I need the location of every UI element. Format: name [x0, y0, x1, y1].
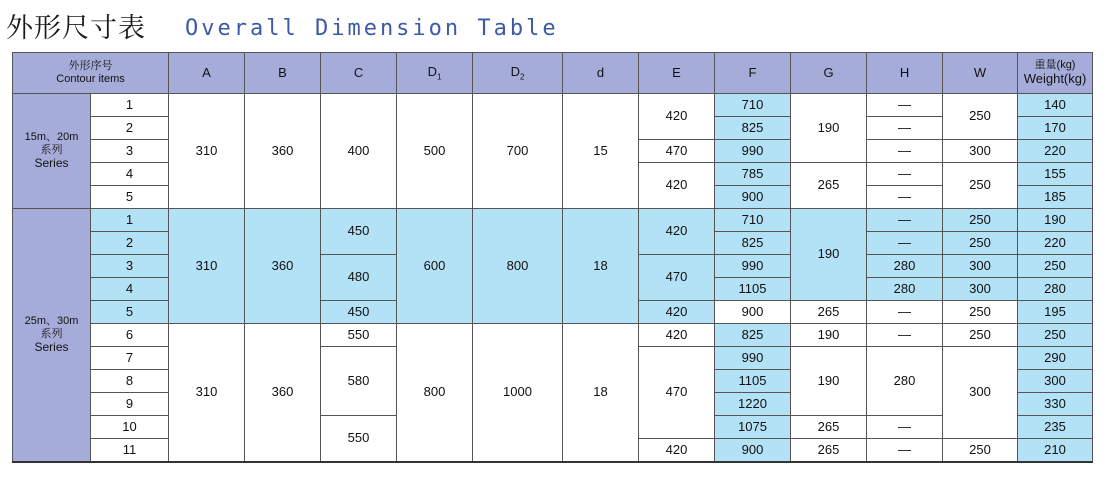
- cell-f: 1220: [715, 393, 791, 416]
- cell-w: 300: [943, 278, 1018, 301]
- cell-g: 190: [791, 94, 867, 163]
- cell-f: 710: [715, 209, 791, 232]
- cell-weight: 220: [1018, 232, 1093, 255]
- item-number: 5: [91, 186, 169, 209]
- cell-h: —: [867, 209, 943, 232]
- cell-g: 265: [791, 301, 867, 324]
- cell-f: 785: [715, 163, 791, 186]
- header-d2: [473, 53, 563, 94]
- item-number: 7: [91, 347, 169, 370]
- cell-d1: 500: [397, 94, 473, 209]
- item-number: 10: [91, 416, 169, 439]
- item-number: 3: [91, 140, 169, 163]
- series2-label: [13, 209, 91, 463]
- item-number: 5: [91, 301, 169, 324]
- cell-weight: 290: [1018, 347, 1093, 370]
- series1-label-size: 15m、20m: [24, 131, 79, 144]
- cell-weight: 155: [1018, 163, 1093, 186]
- header-d2-sub: 2: [519, 72, 525, 82]
- cell-b: 360: [245, 324, 321, 463]
- cell-g: 190: [791, 347, 867, 416]
- item-number: 4: [91, 278, 169, 301]
- cell-e: 420: [639, 209, 715, 255]
- cell-h: 280: [867, 347, 943, 416]
- cell-a: 310: [169, 209, 245, 324]
- series1-label-en: Series: [34, 155, 69, 170]
- cell-weight: 250: [1018, 255, 1093, 278]
- header-weight-en: Weight(kg): [1023, 70, 1087, 86]
- cell-f: 825: [715, 117, 791, 140]
- cell-f: 990: [715, 347, 791, 370]
- cell-h: —: [867, 94, 943, 117]
- cell-d2: 700: [473, 94, 563, 209]
- cell-w: 250: [943, 209, 1018, 232]
- series2-label-en: Series: [34, 339, 69, 354]
- cell-w: 250: [943, 94, 1018, 140]
- cell-d: 15: [563, 94, 639, 209]
- cell-e: 420: [639, 324, 715, 347]
- header-w: W: [943, 53, 1018, 94]
- page-title-english: Overall Dimension Table: [185, 16, 559, 41]
- table-row: [13, 94, 1093, 117]
- table-row: [13, 324, 1093, 347]
- header-contour-items: [13, 53, 169, 94]
- cell-f: 900: [715, 301, 791, 324]
- header-h: H: [867, 53, 943, 94]
- table-row: [13, 209, 1093, 232]
- cell-a: 310: [169, 324, 245, 463]
- series2-label-cn: 系列: [40, 328, 63, 341]
- overall-dimension-table: [12, 52, 1093, 463]
- cell-w: 250: [943, 324, 1018, 347]
- cell-e: 470: [639, 255, 715, 301]
- cell-g: 190: [791, 324, 867, 347]
- cell-weight: 185: [1018, 186, 1093, 209]
- cell-h: 280: [867, 278, 943, 301]
- cell-b: 360: [245, 209, 321, 324]
- cell-weight: 170: [1018, 117, 1093, 140]
- cell-w: 300: [943, 347, 1018, 439]
- cell-d: 18: [563, 324, 639, 463]
- item-number: 3: [91, 255, 169, 278]
- cell-h: —: [867, 324, 943, 347]
- header-f: F: [715, 53, 791, 94]
- cell-g: 190: [791, 209, 867, 301]
- cell-f: 1105: [715, 278, 791, 301]
- cell-d2: 800: [473, 209, 563, 324]
- header-d2-base: D: [510, 63, 520, 79]
- cell-weight: 300: [1018, 370, 1093, 393]
- cell-d2: 1000: [473, 324, 563, 463]
- header-c: C: [321, 53, 397, 94]
- cell-d1: 600: [397, 209, 473, 324]
- cell-weight: 195: [1018, 301, 1093, 324]
- item-number: 2: [91, 232, 169, 255]
- cell-c: 550: [321, 324, 397, 347]
- series2-label-size: 25m、30m: [24, 315, 79, 328]
- cell-h: 280: [867, 255, 943, 278]
- cell-g: 265: [791, 439, 867, 463]
- header-b: B: [245, 53, 321, 94]
- header-a: A: [169, 53, 245, 94]
- series1-label-cn: 系列: [40, 144, 63, 157]
- cell-d1: 800: [397, 324, 473, 463]
- cell-c: 580: [321, 347, 397, 416]
- cell-f: 825: [715, 324, 791, 347]
- cell-weight: 210: [1018, 439, 1093, 463]
- cell-e: 470: [639, 347, 715, 439]
- cell-f: 710: [715, 94, 791, 117]
- header-contour-cn: 外形序号: [68, 60, 113, 73]
- cell-f: 1105: [715, 370, 791, 393]
- cell-w: 250: [943, 301, 1018, 324]
- cell-w: 300: [943, 140, 1018, 163]
- cell-weight: 190: [1018, 209, 1093, 232]
- item-number: 4: [91, 163, 169, 186]
- cell-weight: 250: [1018, 324, 1093, 347]
- cell-weight: 220: [1018, 140, 1093, 163]
- cell-d: 18: [563, 209, 639, 324]
- cell-h: —: [867, 416, 943, 439]
- header-d1: [397, 53, 473, 94]
- header-g: G: [791, 53, 867, 94]
- header-e: E: [639, 53, 715, 94]
- cell-f: 900: [715, 186, 791, 209]
- cell-h: —: [867, 117, 943, 140]
- cell-w: 300: [943, 255, 1018, 278]
- cell-e: 420: [639, 94, 715, 140]
- cell-h: —: [867, 439, 943, 463]
- cell-w: 250: [943, 232, 1018, 255]
- cell-w: 250: [943, 439, 1018, 463]
- item-number: 11: [91, 439, 169, 463]
- cell-c: 450: [321, 209, 397, 255]
- cell-e: 470: [639, 140, 715, 163]
- cell-c: 550: [321, 416, 397, 463]
- cell-b: 360: [245, 94, 321, 209]
- page-title-chinese: 外形尺寸表: [6, 13, 146, 44]
- cell-e: 420: [639, 439, 715, 463]
- header-weight: [1018, 53, 1093, 94]
- cell-c: 450: [321, 301, 397, 324]
- header-weight-cn: 重量(kg): [1034, 59, 1076, 72]
- cell-weight: 140: [1018, 94, 1093, 117]
- header-d1-base: D: [427, 63, 437, 79]
- cell-weight: 235: [1018, 416, 1093, 439]
- cell-h: —: [867, 186, 943, 209]
- series1-label: [13, 94, 91, 209]
- cell-g: 265: [791, 416, 867, 439]
- item-number: 2: [91, 117, 169, 140]
- cell-e: 420: [639, 163, 715, 209]
- cell-c: 480: [321, 255, 397, 301]
- item-number: 9: [91, 393, 169, 416]
- item-number: 6: [91, 324, 169, 347]
- cell-a: 310: [169, 94, 245, 209]
- header-contour-en: Contour items: [56, 73, 125, 85]
- cell-h: —: [867, 163, 943, 186]
- cell-f: 900: [715, 439, 791, 463]
- cell-g: 265: [791, 163, 867, 209]
- header-row: [13, 53, 1093, 94]
- cell-f: 990: [715, 255, 791, 278]
- cell-h: —: [867, 140, 943, 163]
- cell-h: —: [867, 301, 943, 324]
- cell-f: 1075: [715, 416, 791, 439]
- cell-weight: 280: [1018, 278, 1093, 301]
- cell-f: 825: [715, 232, 791, 255]
- cell-e: 420: [639, 301, 715, 324]
- cell-w: 250: [943, 163, 1018, 209]
- cell-h: —: [867, 232, 943, 255]
- cell-f: 990: [715, 140, 791, 163]
- header-d1-sub: 1: [436, 72, 442, 82]
- header-d: d: [563, 53, 639, 94]
- item-number: 1: [91, 209, 169, 232]
- cell-c: 400: [321, 94, 397, 209]
- item-number: 1: [91, 94, 169, 117]
- cell-weight: 330: [1018, 393, 1093, 416]
- item-number: 8: [91, 370, 169, 393]
